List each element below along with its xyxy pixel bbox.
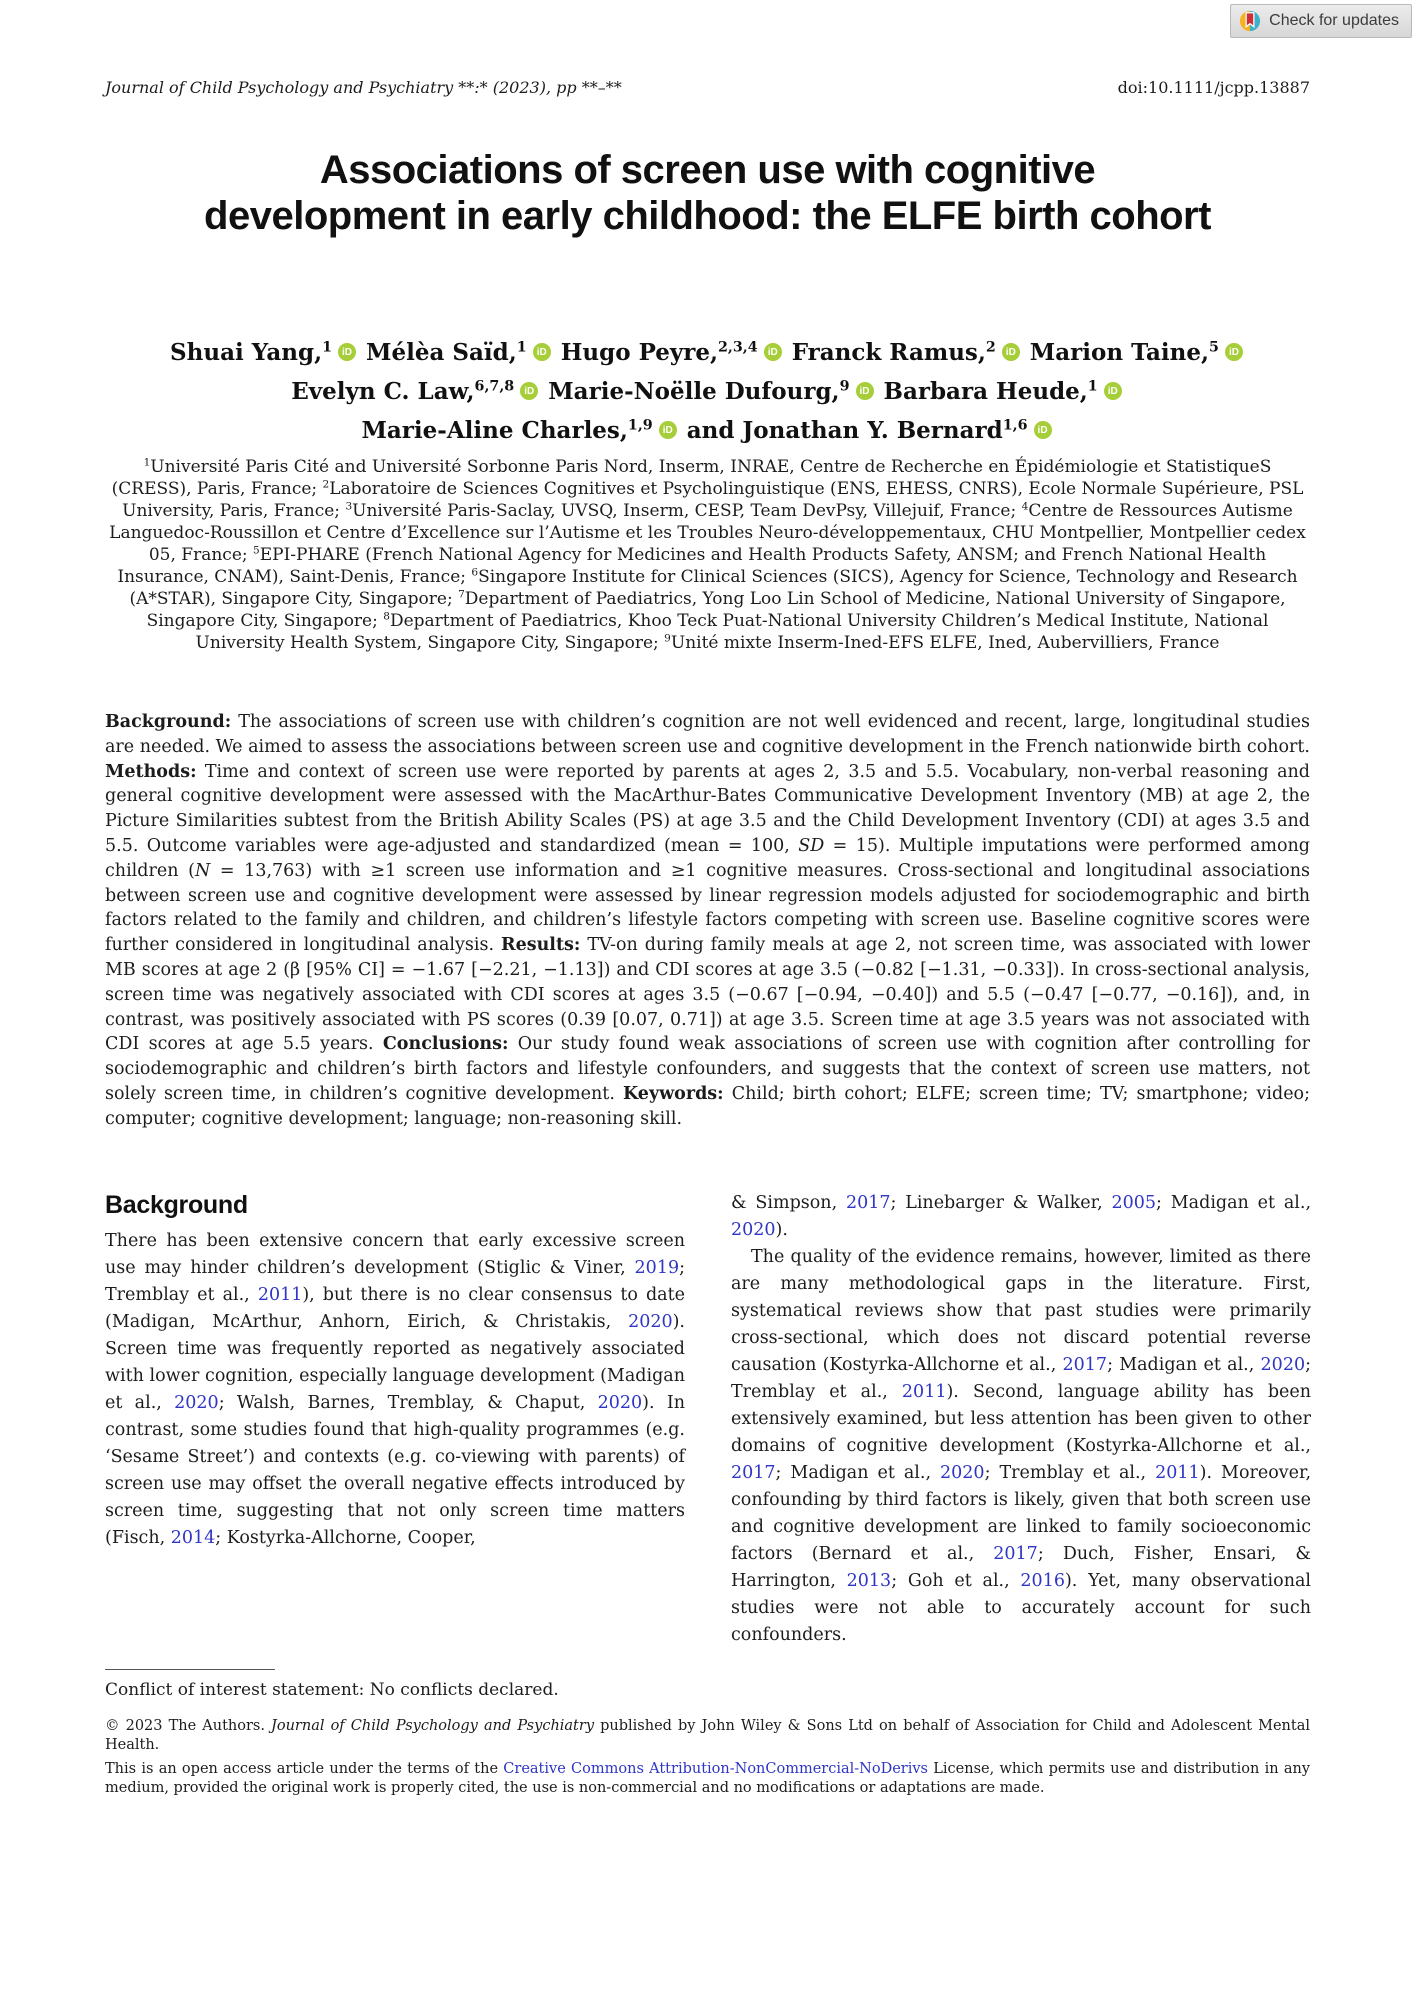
superscript: 6 — [471, 566, 479, 579]
superscript: 1,6 — [1002, 417, 1028, 434]
superscript: 2,3,4 — [718, 339, 758, 356]
superscript: 5 — [253, 544, 260, 557]
copyright-block — [105, 1717, 1310, 1799]
title-line: development in early childhood: the ELFE birth cohort — [204, 194, 1211, 238]
text-run: Mélèa Saïd, — [358, 339, 517, 366]
text-run: ; Goh et al., — [891, 1570, 1021, 1591]
superscript: 7 — [458, 588, 465, 601]
copyright-line — [105, 1717, 1310, 1756]
text-run: Journal of Child Psychology and Psychiatry — [271, 1717, 595, 1734]
text-run: ; Madigan et al., — [1156, 1192, 1312, 1213]
footnote-rule — [105, 1669, 275, 1670]
license-line — [105, 1760, 1310, 1799]
orcid-icon[interactable]: iD — [1225, 343, 1243, 361]
text-run: Singapore Institute for Clinical Sciences (SICS), Agency for Science, Technology and Research (A*STAR), Singapore City, Singapore; — [129, 567, 1298, 609]
text-run: License, which permits use and distribution in any medium, provided the original work is properly cited, the use is non-commercial and no modifications or adaptations are made. — [105, 1760, 1311, 1797]
text-run: Marie-Aline Charles, — [361, 417, 628, 444]
text-run: Laboratoire de Sciences Cognitives et Psycholinguistique (ENS, EHESS, CNRS), Ecole Normale Supérieure, PSL University, Paris, France; — [122, 479, 1304, 521]
citation-link[interactable]: Creative Commons Attribution-NonCommercial-NoDerivs — [503, 1760, 928, 1777]
orcid-icon[interactable]: iD — [338, 343, 356, 361]
orcid-icon[interactable]: iD — [520, 382, 538, 400]
text-run: TV-on during family meals at age 2, not screen time, was associated with lower MB scores at age 2 (β [95% CI] = −1.67 [−2.21, −1.13]) and CDI scores at age 3.5 (−0.82 [−1.31, −0.33]). In cross-sectional analysis, screen time was negatively associated with CDI scores at ages 3.5 (−0.67 [−0.94, −0.40]) and 5.5 (−0.47 [−0.77, −0.16]), and, in contrast, was positively associated with PS scores (0.39 [0.07, 0.71]) at age 3.5. Screen time at age 3.5 years was not associated with CDI scores at age 5.5 years. — [105, 935, 1310, 1055]
footnote-block — [105, 1669, 1310, 1701]
text-run: © 2023 The Authors. — [105, 1717, 272, 1734]
author-line — [105, 333, 1310, 372]
text-run: ). Moreover, confounding by third factors is likely, given that both screen use and cognitive development are linked to family socioeconomic factors (Bernard et al., — [731, 1462, 1312, 1564]
citation-link[interactable]: 2011 — [901, 1381, 947, 1402]
author-line — [105, 411, 1310, 450]
superscript: 1 — [1087, 378, 1098, 395]
superscript: 1 — [516, 339, 527, 356]
superscript: 1 — [322, 339, 333, 356]
text-run: ; Kostyrka-Allchorne, Cooper, — [215, 1527, 476, 1548]
text-run: The associations of screen use with children’s cognition are not well evidenced and recent, large, longitudinal studies are needed. We aimed to assess the associations between screen use and cognitive development in the French nationwide birth cohort. — [105, 712, 1310, 757]
superscript: 4 — [1021, 500, 1029, 513]
superscript: 9 — [664, 632, 671, 645]
citation-link[interactable]: 2016 — [1020, 1570, 1065, 1591]
text-run: ; Duch, Fisher, Ensari, & Harrington, — [731, 1543, 1311, 1591]
text-run: Background: — [105, 712, 232, 732]
text-run: Time and context of screen use were reported by parents at ages 2, 3.5 and 5.5. Vocabulary, non-verbal reasoning and general cognitive development were assessed with the MacArthur-Bates Communicative Development Inventory (MB) at age 2, the Picture Similarities subtest from the British Ability Scales (PS) at age 3.5 and the Child Development Inventory (CDI) at ages 3.5 and 5.5. Outcome variables were age-adjusted and standardized (mean = 100, — [105, 761, 1310, 856]
doi: doi:10.1111/jcpp.13887 — [1117, 78, 1310, 97]
orcid-icon[interactable]: iD — [856, 382, 874, 400]
crossmark-icon — [1239, 10, 1261, 32]
authors-block — [105, 333, 1310, 450]
text-run: Methods: — [105, 761, 197, 782]
orcid-icon[interactable]: iD — [1002, 343, 1020, 361]
superscript: 8 — [383, 610, 390, 623]
section-heading-background: Background — [105, 1190, 248, 1219]
citation-link[interactable]: 2011 — [257, 1284, 303, 1305]
text-run: = 13,763) with ≥1 screen use information and ≥1 cognitive measures. Cross-sectional and longitudinal associations between screen use and cognitive development were assessed by linear regression models adjusted for sociodemographic and birth factors related to the family and children, and children’s lifestyle factors competing with screen use. Baseline cognitive scores were further considered in longitudinal analysis. — [105, 860, 1310, 956]
superscript: 2 — [322, 478, 330, 491]
superscript: 5 — [1209, 339, 1219, 356]
text-run: ). In contrast, some studies found that high-quality programmes (e.g. ‘Sesame Street’) and contexts (e.g. co-viewing with parents) of screen use may offset the overall negative effects introduced by screen time, suggesting that not only screen time matters (Fisch, — [105, 1392, 686, 1548]
text-run: ; Linebarger & Walker, — [890, 1192, 1112, 1213]
text-run: ; Madigan et al., — [1107, 1354, 1261, 1375]
text-run: ; Tremblay et al., — [731, 1354, 1311, 1402]
superscript: 9 — [839, 378, 850, 395]
journal-header — [105, 0, 1310, 97]
text-run: SD — [798, 835, 825, 856]
superscript: 3 — [345, 500, 353, 513]
citation-link[interactable]: 2020 — [731, 1219, 776, 1240]
citation-link[interactable]: 2017 — [993, 1543, 1038, 1564]
text-run: & Simpson, — [731, 1192, 846, 1213]
affiliations — [105, 456, 1310, 654]
conflict-statement: Conflict of interest statement: No conflicts declared. — [105, 1679, 559, 1700]
citation-link[interactable]: 2020 — [940, 1462, 985, 1483]
text-run: Evelyn C. Law, — [291, 378, 475, 405]
superscript: 1,9 — [627, 417, 653, 434]
text-run: Shuai Yang, — [170, 339, 323, 366]
text-run: Results: — [501, 935, 581, 956]
text-run: ). Screen time was frequently reported as negatively associated with lower cognition, especially language development (Madigan et al., — [105, 1311, 685, 1413]
text-run: ; Tremblay et al., — [984, 1462, 1156, 1483]
text-run: ; Madigan et al., — [775, 1462, 941, 1483]
text-run: Our study found weak associations of screen use with cognition after controlling for sociodemographic and children’s birth factors and lifestyle confounders, and suggests that the context of screen use matters, not solely screen time, in children’s cognitive development. — [105, 1034, 1310, 1104]
abstract — [105, 710, 1310, 1132]
body-paragraph — [731, 1190, 1311, 1244]
text-run: Franck Ramus, — [783, 339, 986, 366]
body-paragraph — [731, 1244, 1311, 1649]
orcid-icon[interactable]: iD — [1104, 382, 1122, 400]
orcid-icon[interactable]: iD — [764, 343, 782, 361]
text-run: and Jonathan Y. Bernard — [678, 417, 1003, 444]
citation-link[interactable]: 2020 — [174, 1392, 219, 1413]
body-right-column — [731, 1190, 1311, 1649]
paper-title — [105, 147, 1310, 239]
badge-label: Check for updates — [1269, 12, 1399, 29]
text-run: published by John Wiley & Sons Ltd on behalf of Association for Child and Adolescent Mental Health. — [105, 1717, 1310, 1754]
citation-link[interactable]: 2011 — [1155, 1462, 1200, 1483]
text-run: Department of Paediatrics, Yong Loo Lin School of Medicine, National University of Singapore, Singapore City, Singapore; — [146, 589, 1286, 631]
body-paragraph — [105, 1228, 685, 1552]
citation-link[interactable]: 2014 — [170, 1527, 216, 1548]
text-run: Hugo Peyre, — [552, 339, 719, 366]
journal-name: Journal of Child Psychology and Psychiatry **:* (2023), pp **–** — [105, 78, 622, 97]
superscript: 6,7,8 — [474, 378, 515, 395]
text-run: Université Paris-Saclay, UVSQ, Inserm, CESP, Team DevPsy, Villejuif, France; — [352, 501, 1022, 521]
body-columns — [105, 1190, 1310, 1649]
text-run: Keywords: — [622, 1083, 724, 1104]
text-run: Centre de Ressources Autisme Languedoc-Roussillon et Centre d’Excellence sur l’Autisme et les Troubles Neuro-développementaux, CHU Montpellier, Montpellier cedex 05, France; — [109, 501, 1306, 565]
text-run: The quality of the evidence remains, however, limited as there are many methodological gaps in the literature. First, systematical reviews show that past studies were primarily cross-sectional, which does not discard potential reverse causation (Kostyrka-Allchorne et al., — [731, 1246, 1311, 1375]
text-run: Barbara Heude, — [875, 378, 1088, 405]
citation-link[interactable]: 2020 — [597, 1392, 643, 1413]
text-run: ; Tremblay et al., — [105, 1257, 685, 1305]
text-run: Université Paris Cité and Université Sorbonne Paris Nord, Inserm, INRAE, Centre de Recherche en Épidémiologie et StatistiqueS (CRESS), Paris, France; — [111, 457, 1272, 499]
text-run: ). — [775, 1219, 788, 1240]
text-run: = 15). Multiple imputations were performed among children ( — [105, 835, 1310, 881]
text-run: ). Yet, many observational studies were not able to accurately account for such confounders. — [731, 1570, 1311, 1645]
orcid-icon[interactable]: iD — [1034, 421, 1052, 439]
citation-link[interactable]: 2017 — [1062, 1354, 1108, 1375]
superscript: 2 — [985, 339, 996, 356]
text-run: Unité mixte Inserm-Ined-EFS ELFE, Ined, Aubervilliers, France — [670, 633, 1220, 653]
text-run: ; Walsh, Barnes, Tremblay, & Chaput, — [218, 1392, 598, 1413]
citation-link[interactable]: 2017 — [845, 1192, 891, 1213]
citation-link[interactable]: 2013 — [846, 1570, 892, 1591]
text-run: Department of Paediatrics, Khoo Teck Puat-National University Children’s Medical Institute, National University Health System, Singapore City, Singapore; — [195, 611, 1269, 653]
superscript: 1 — [143, 456, 151, 469]
text-run: ), but there is no clear consensus to date (Madigan, McArthur, Anhorn, Eirich, & Christakis, — [105, 1284, 686, 1332]
text-run: Marion Taine, — [1021, 339, 1210, 366]
text-run: There has been extensive concern that early excessive screen use may hinder children’s development (Stiglic & Viner, — [105, 1230, 685, 1278]
citation-link[interactable]: 2019 — [634, 1257, 680, 1278]
text-run: Marie-Noëlle Dufourg, — [540, 378, 840, 405]
citation-link[interactable]: 2017 — [731, 1462, 776, 1483]
author-line — [105, 372, 1310, 411]
orcid-icon[interactable]: iD — [659, 421, 677, 439]
text-run: ). Second, language ability has been extensively examined, but less attention has been given to other domains of cognitive development (Kostyrka-Allchorne et al., — [731, 1381, 1311, 1456]
text-run: Conclusions: — [382, 1034, 509, 1055]
title-line: Associations of screen use with cognitive — [319, 148, 1096, 192]
text-run: Child; birth cohort; ELFE; screen time; TV; smartphone; video; computer; cognitive development; language; non-reasoning skill. — [105, 1083, 1310, 1129]
citation-link[interactable]: 2005 — [1111, 1192, 1157, 1213]
text-run: EPI-PHARE (French National Agency for Medicines and Health Products Safety, ANSM; and French National Health Insurance, CNAM), Saint-Denis, France; — [117, 545, 1267, 587]
text-run: N — [194, 860, 211, 881]
citation-link[interactable]: 2020 — [628, 1311, 673, 1332]
check-for-updates-badge[interactable] — [1230, 4, 1412, 38]
text-run: This is an open access article under the terms of the — [105, 1760, 504, 1777]
citation-link[interactable]: 2020 — [1260, 1354, 1306, 1375]
orcid-icon[interactable]: iD — [533, 343, 551, 361]
body-left-column — [105, 1190, 685, 1649]
